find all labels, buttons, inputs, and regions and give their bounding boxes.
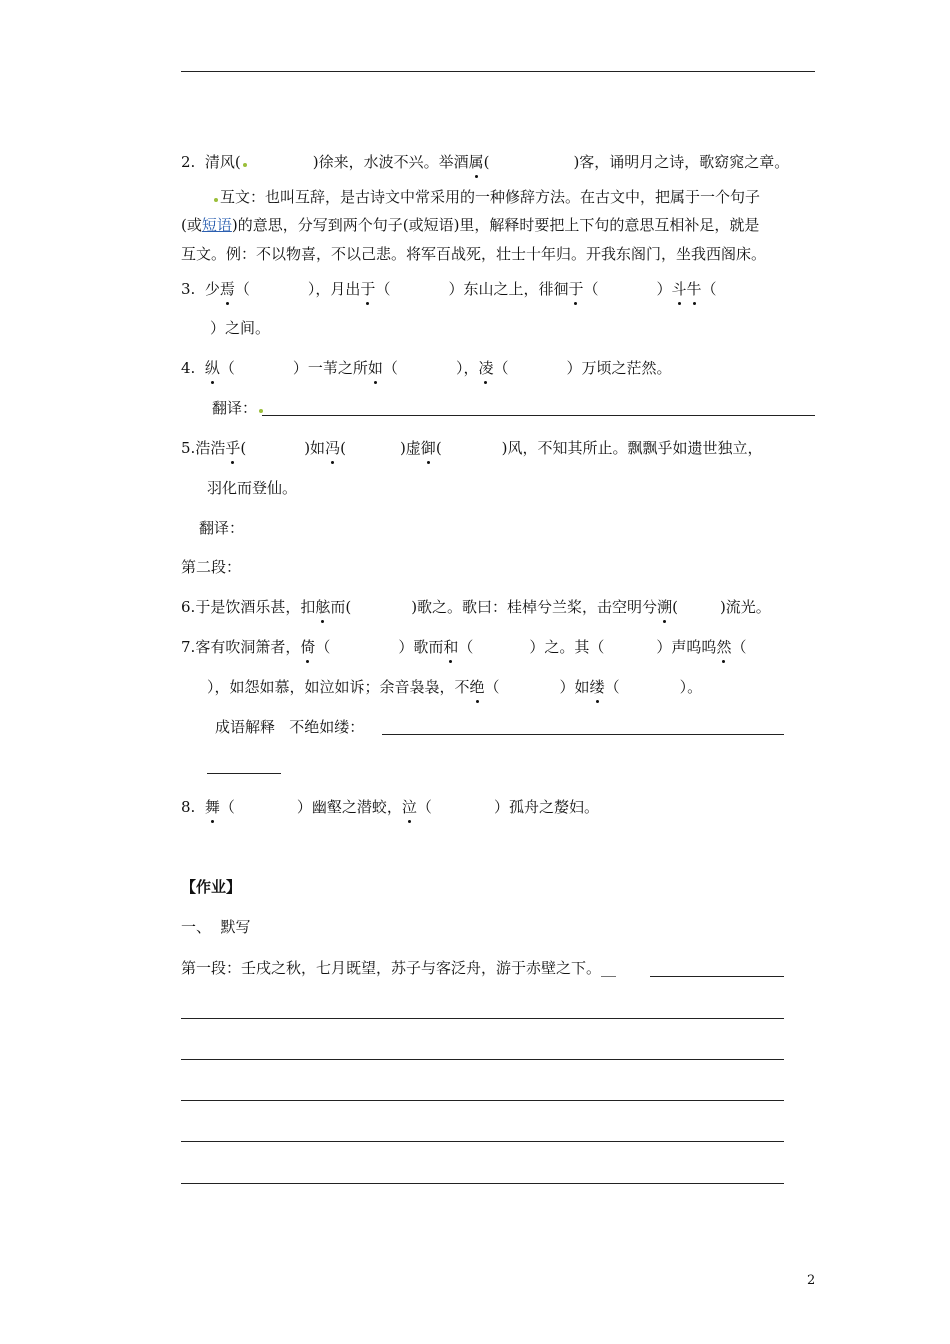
text: ）孤舟之嫠妇。 [493,798,599,816]
text: )的意思，分写到两个句子(或短语)里，解释时要把上下句的意思互相补足，就是 [231,216,760,234]
text: （ [375,280,391,298]
text: 于是饮酒乐甚，扣 [195,598,316,616]
text: 互文。例：不以物喜，不以己悲。将军百战死，壮士十年归。开我东阁门，坐我西阁床。 [181,245,767,263]
text: 【作业】 [181,878,242,896]
text: )歌之。歌曰：桂棹兮兰桨，击空明兮 [411,598,658,616]
dotted-char: 属 [468,153,484,171]
question-number: 7. [181,638,196,656]
question-number: 6. [181,598,196,616]
text: ） [656,280,672,298]
text: （ [416,798,432,816]
dictation-heading [181,917,251,937]
text: （ [701,280,717,298]
dotted-char: 舞 [204,798,220,816]
dotted-char: 舷 [315,598,331,616]
text: ）， [455,359,479,377]
text: ( [435,439,442,457]
text: （ [315,638,331,656]
text: （ [493,359,509,377]
text: ）一苇之所 [292,359,368,377]
dotted-char: 于 [360,280,376,298]
text: 而( [330,598,352,616]
dotted-char: 斗 [671,280,687,298]
answer-line[interactable] [382,734,784,735]
text: （ [604,678,620,696]
dotted-char: 于 [568,280,584,298]
text: ( [340,439,346,457]
text: )虚 [399,439,421,457]
text: （ [458,638,474,656]
text: ( [483,153,490,171]
text: )客，诵明月之诗，歌窈窕之章。 [573,153,790,171]
text: ）之。其（ [529,638,605,656]
dotted-char: 倚 [300,638,316,656]
header-rule [181,71,815,72]
dotted-char: 乎 [225,439,241,457]
dotted-char: 御 [420,439,436,457]
text: ）声呜呜 [656,638,717,656]
question-4 [181,358,672,378]
answer-line[interactable] [181,1059,784,1060]
dotted-char: 牛 [686,280,702,298]
dotted-char: 冯 [325,439,341,457]
answer-line[interactable] [181,1183,784,1184]
text: ）歌而 [398,638,444,656]
text: （ [731,638,747,656]
answer-line[interactable] [181,1100,784,1101]
dotted-char: 凌 [478,359,494,377]
text: ）幽壑之潜蛟， [296,798,402,816]
text: ）东山之上，徘徊 [448,280,569,298]
question-7-cont [207,677,702,697]
text: ( [240,439,247,457]
question-number: 8. [181,798,196,816]
text: （ [382,359,398,377]
question-5-cont [207,478,297,498]
question-number: 3. [181,280,196,298]
dotted-char: 泣 [401,798,417,816]
question-3-cont [210,318,270,338]
huwen-line-1 [212,187,760,207]
question-4-translation [212,398,265,418]
text: ），月出 [307,280,361,298]
text: )如 [304,439,326,457]
question-3 [181,279,717,299]
idiom-explanation [215,717,364,737]
text: ( [672,598,678,616]
text: )风，不知其所止。飘飘乎如遗世独立， [501,439,763,457]
text: (或 [181,216,202,234]
answer-line[interactable] [650,976,784,977]
text: （ [484,678,500,696]
marker-dot [243,163,247,167]
text: （ [219,798,235,816]
answer-line[interactable] [181,1141,784,1142]
answer-line[interactable] [207,773,281,774]
section-2-heading [181,557,241,577]
marker-dot [259,409,263,413]
label: 翻译： [212,399,258,417]
page-number: 2 [807,1273,816,1288]
text: （ [219,359,235,377]
label: 成语解释 不绝如缕： [215,718,365,736]
text: 一、 默写 [181,918,251,936]
answer-line[interactable] [262,415,815,416]
text: )流光。 [719,598,771,616]
question-5-translation [199,518,244,538]
question-number: 2. [181,153,196,171]
text: 浩浩 [195,439,226,457]
homework-heading [181,877,241,897]
question-number: 5. [181,439,196,457]
text: 清风( [204,153,241,171]
term-link[interactable]: 短语 [201,216,232,234]
text: ）万顷之茫然。 [566,359,672,377]
text: （ [583,280,599,298]
question-5 [181,438,763,458]
dotted-char: 纵 [204,359,220,377]
question-2 [181,152,789,172]
dotted-char: 绝 [469,678,485,696]
dictation-paragraph-1 [181,958,616,978]
dotted-char: 缕 [589,678,605,696]
text: ），如怨如慕，如泣如诉；余音袅袅，不 [207,678,470,696]
question-8 [181,797,599,817]
huwen-line-2 [181,215,759,235]
marker-dot [214,198,218,202]
question-7 [181,637,746,657]
text: 少 [204,280,220,298]
text: ）如 [559,678,590,696]
text: 羽化而登仙。 [207,479,298,497]
text: 第二段： [181,558,242,576]
question-number: 4. [181,359,196,377]
dotted-char: 如 [367,359,383,377]
text: )徐来，水波不兴。举酒 [312,153,469,171]
label: 翻译： [199,519,245,537]
answer-line[interactable] [181,1018,784,1019]
dotted-char: 溯 [657,598,673,616]
text: 客有吹洞箫者， [195,638,301,656]
dotted-char: 然 [716,638,732,656]
dotted-char: 和 [443,638,459,656]
text: 互文：也叫互辞，是古诗文中常采用的一种修辞方法。在古文中，把属于一个句子 [220,188,761,206]
text: （ [234,280,250,298]
question-6 [181,597,771,617]
huwen-line-3 [181,244,766,264]
text: ）之间。 [210,319,271,337]
text: ）。 [679,678,703,696]
dotted-char: 焉 [219,280,235,298]
text: 第一段：壬戌之秋，七月既望，苏子与客泛舟，游于赤壁之下。__ [181,959,617,977]
